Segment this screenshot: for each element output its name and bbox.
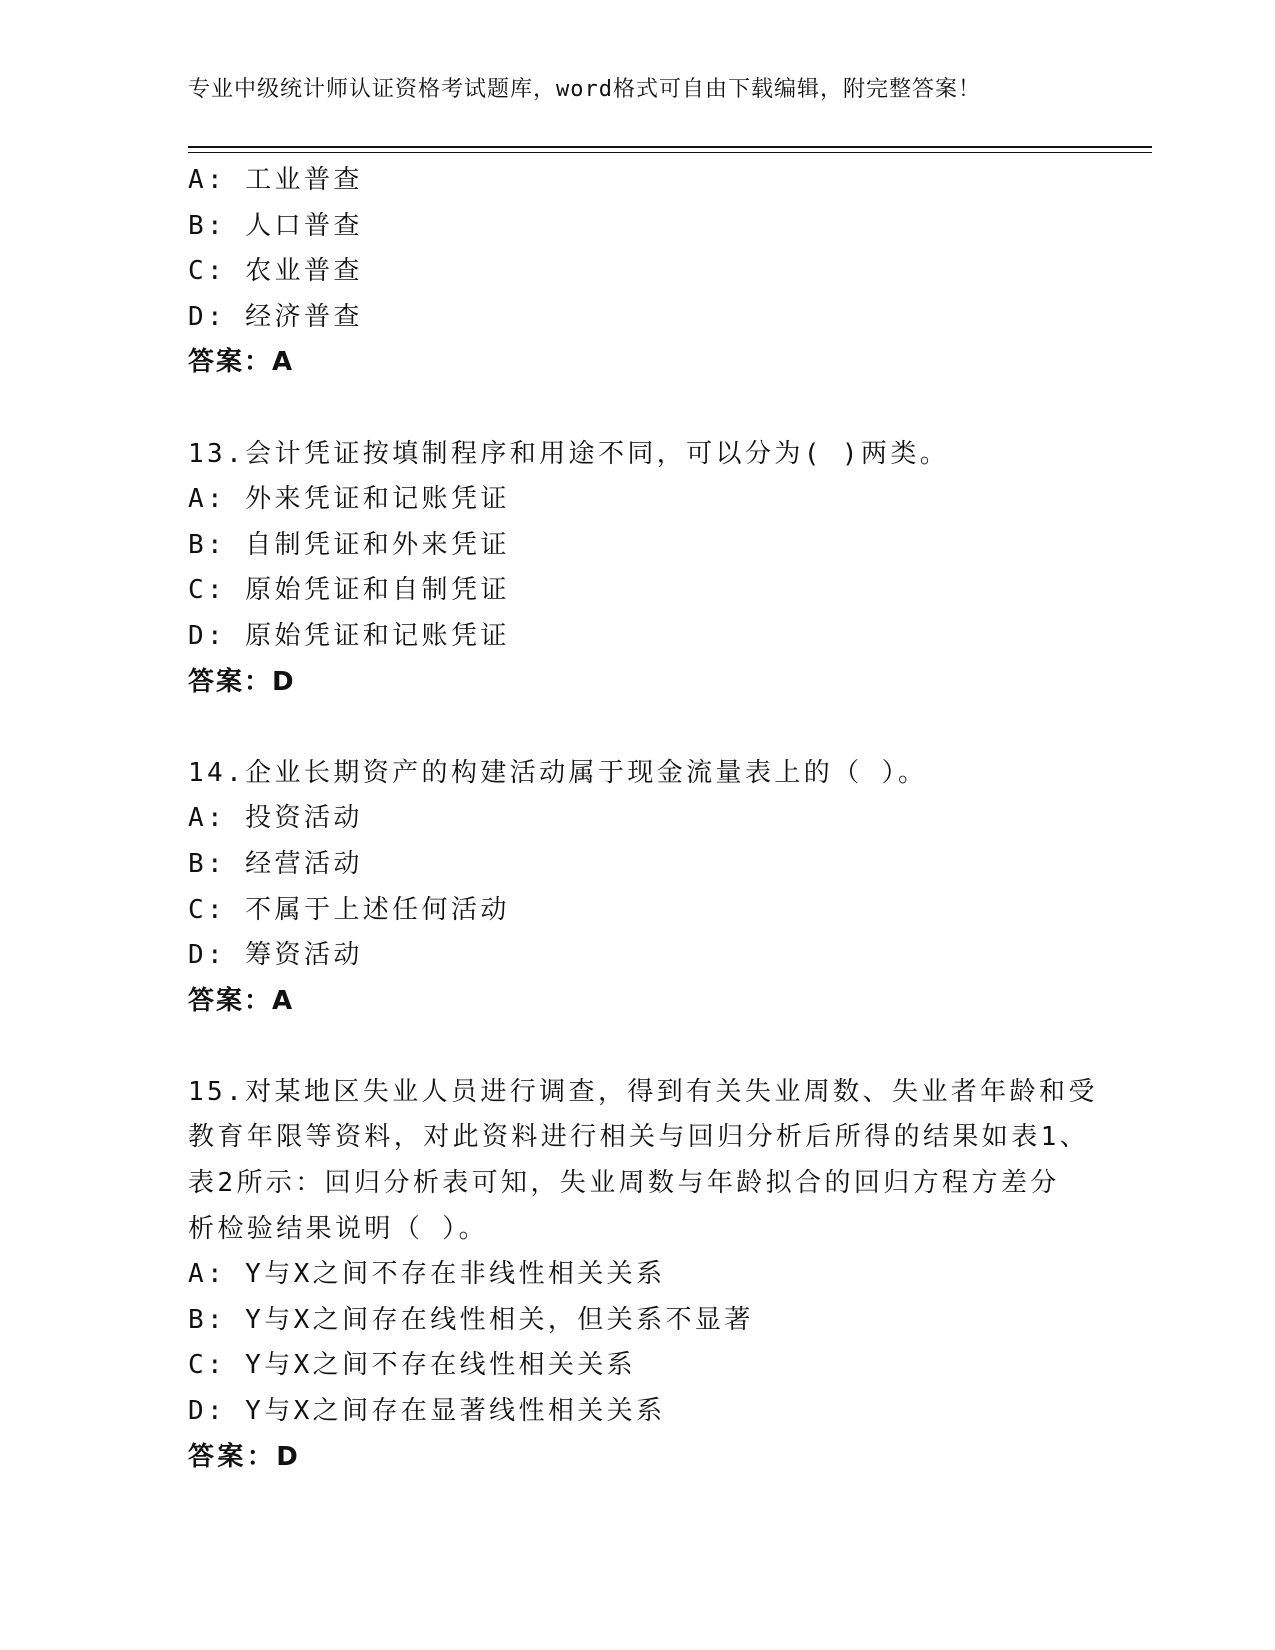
- option-a: A: 外来凭证和记账凭证: [188, 484, 510, 515]
- option-d: D: 原始凭证和记账凭证: [188, 620, 510, 651]
- page-header-title: 专业中级统计师认证资格考试题库，word格式可自由下载编辑，附完整答案！: [188, 77, 981, 102]
- option-b: B: Y与X之间存在线性相关，但关系不显著: [188, 1304, 754, 1335]
- question-text-line-1: 15.对某地区失业人员进行调查，得到有关失业周数、失业者年龄和受: [188, 1076, 1098, 1107]
- question-text-line-4: 析检验结果说明（ ）。: [188, 1213, 489, 1244]
- option-a: A: 投资活动: [188, 803, 363, 834]
- header-divider: [188, 146, 1152, 153]
- question-text: 14.企业长期资产的构建活动属于现金流量表上的（ ）。: [188, 757, 928, 788]
- option-c: C: 不属于上述任何活动: [188, 894, 510, 925]
- option-c: C: 原始凭证和自制凭证: [188, 575, 510, 606]
- option-b: B: 经营活动: [188, 848, 363, 879]
- spacer: [188, 705, 1088, 751]
- option-d: D: 筹资活动: [188, 940, 363, 971]
- question-block-12-options: [188, 158, 1088, 386]
- option-d: D: Y与X之间存在显著线性相关关系: [188, 1396, 666, 1427]
- question-text-line-3: 表2所示：回归分析表可知，失业周数与年龄拟合的回归方程方差分: [188, 1168, 1060, 1199]
- option-c: C: 农业普查: [188, 256, 363, 287]
- option-b: B: 自制凭证和外来凭证: [188, 529, 510, 560]
- answer-label: 答案：D: [188, 666, 296, 697]
- answer-label: 答案：A: [188, 347, 295, 378]
- option-d: D: 经济普查: [188, 301, 363, 332]
- question-text-line-2: 教育年限等资料，对此资料进行相关与回归分析后所得的结果如表1、: [188, 1122, 1090, 1153]
- question-list: [188, 158, 1098, 1480]
- option-b: B: 人口普查: [188, 210, 363, 241]
- spacer: [188, 1024, 1088, 1070]
- answer-label: 答案：A: [188, 985, 295, 1016]
- answer-label: 答案：D: [188, 1441, 302, 1472]
- option-c: C: Y与X之间不存在线性相关关系: [188, 1350, 637, 1381]
- question-block-13: [188, 432, 1088, 706]
- question-block-14: [188, 751, 1088, 1025]
- question-text: 13.会计凭证按填制程序和用途不同，可以分为( )两类。: [188, 438, 950, 469]
- option-a: A: 工业普查: [188, 165, 363, 195]
- question-block-15: [188, 1070, 1098, 1480]
- option-a: A: Y与X之间不存在非线性相关关系: [188, 1259, 666, 1290]
- spacer: [188, 386, 1088, 432]
